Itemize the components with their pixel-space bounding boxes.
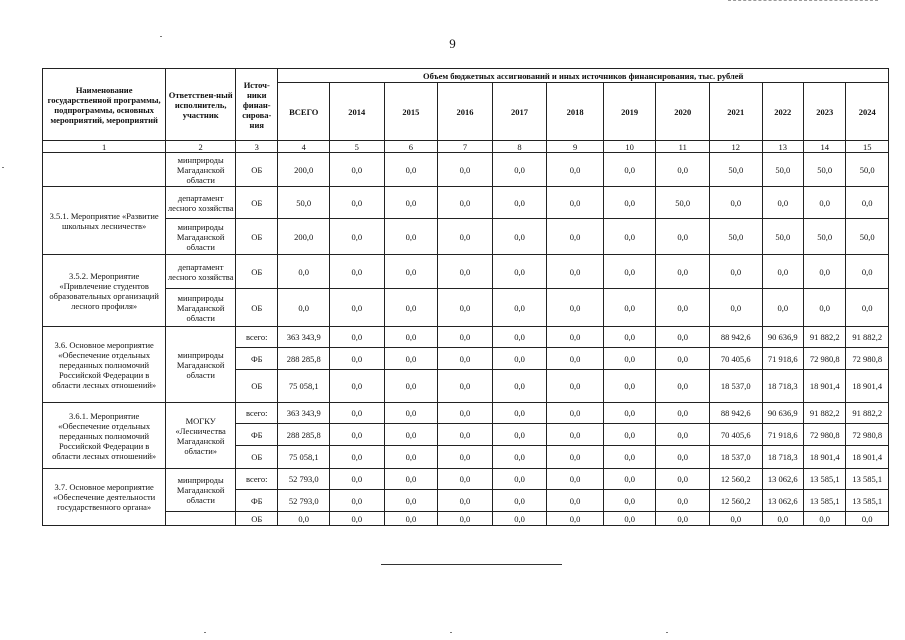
- amount-cell: 0,0: [804, 255, 846, 289]
- amount-cell: 0,0: [762, 289, 803, 327]
- scan-speck: [450, 632, 452, 633]
- table-row: [43, 289, 889, 327]
- header-year: 2016: [438, 83, 493, 141]
- amount-cell: 0,0: [278, 255, 330, 289]
- amount-cell: 0,0: [846, 255, 889, 289]
- responsible-executor: минприроды Магаданской области: [166, 289, 236, 327]
- amount-cell: 0,0: [547, 348, 604, 370]
- amount-cell: 12 560,2: [710, 490, 763, 512]
- amount-cell: 50,0: [762, 219, 803, 255]
- amount-cell: 18 718,3: [762, 370, 803, 403]
- column-number: 5: [330, 141, 385, 153]
- amount-cell: 0,0: [603, 153, 656, 187]
- amount-cell: 72 980,8: [804, 348, 846, 370]
- amount-cell: 0,0: [438, 255, 493, 289]
- amount-cell: 0,0: [656, 327, 710, 348]
- column-number: 1: [43, 141, 166, 153]
- amount-cell: 0,0: [710, 289, 763, 327]
- amount-cell: 0,0: [846, 289, 889, 327]
- amount-cell: 18 537,0: [710, 446, 763, 469]
- header-year: 2019: [603, 83, 656, 141]
- amount-cell: 70 405,6: [710, 348, 763, 370]
- amount-cell: 0,0: [603, 327, 656, 348]
- amount-cell: 0,0: [438, 403, 493, 424]
- amount-cell: 0,0: [330, 490, 385, 512]
- amount-cell: 18 901,4: [846, 446, 889, 469]
- activity-name: 3.6. Основное мероприятие «Обеспечение отдельных переданных полномочий Российской Федерации в области лесных отношений»: [43, 327, 166, 403]
- funding-source: ФБ: [236, 348, 278, 370]
- amount-cell: 0,0: [603, 424, 656, 446]
- amount-cell: 0,0: [330, 289, 385, 327]
- funding-source: всего:: [236, 327, 278, 348]
- amount-cell: 0,0: [656, 424, 710, 446]
- amount-cell: 0,0: [384, 327, 438, 348]
- amount-cell: 13 585,1: [846, 469, 889, 490]
- amount-cell: 71 918,6: [762, 348, 803, 370]
- amount-cell: 91 882,2: [804, 403, 846, 424]
- responsible-executor: минприроды Магаданской области: [166, 153, 236, 187]
- funding-source: ОБ: [236, 446, 278, 469]
- activity-name: 3.5.1. Мероприятие «Развитие школьных лесничеств»: [43, 187, 166, 255]
- activity-name: [43, 153, 166, 187]
- amount-cell: 0,0: [603, 255, 656, 289]
- amount-cell: 50,0: [762, 153, 803, 187]
- amount-cell: 0,0: [438, 289, 493, 327]
- amount-cell: 72 980,8: [846, 348, 889, 370]
- amount-cell: 0,0: [492, 424, 547, 446]
- column-number: 12: [710, 141, 763, 153]
- amount-cell: 0,0: [603, 348, 656, 370]
- amount-cell: 50,0: [846, 153, 889, 187]
- header-year: 2015: [384, 83, 438, 141]
- amount-cell: 0,0: [603, 469, 656, 490]
- amount-cell: 0,0: [547, 446, 604, 469]
- amount-cell: 0,0: [384, 153, 438, 187]
- funding-source: ОБ: [236, 289, 278, 327]
- amount-cell: 363 343,9: [278, 327, 330, 348]
- amount-cell: 0,0: [492, 446, 547, 469]
- amount-cell: 50,0: [710, 153, 763, 187]
- amount-cell: 0,0: [384, 490, 438, 512]
- amount-cell: 0,0: [384, 424, 438, 446]
- amount-cell: 18 901,4: [846, 370, 889, 403]
- activity-name: 3.5.2. Мероприятие «Привлечение студентов образовательных организаций лесного профиля»: [43, 255, 166, 327]
- amount-cell: 50,0: [804, 153, 846, 187]
- header-year: 2014: [330, 83, 385, 141]
- amount-cell: 0,0: [278, 512, 330, 526]
- amount-cell: 0,0: [804, 187, 846, 219]
- activity-name: 3.7. Основное мероприятие «Обеспечение деятельности государственного органа»: [43, 469, 166, 526]
- amount-cell: 0,0: [438, 153, 493, 187]
- responsible-executor: минприроды Магаданской области: [166, 469, 236, 512]
- funding-source: всего:: [236, 403, 278, 424]
- amount-cell: 0,0: [547, 187, 604, 219]
- table-row: [43, 255, 889, 289]
- amount-cell: 13 585,1: [804, 469, 846, 490]
- amount-cell: 13 062,6: [762, 469, 803, 490]
- amount-cell: 0,0: [492, 370, 547, 403]
- amount-cell: 0,0: [438, 490, 493, 512]
- amount-cell: 91 882,2: [846, 327, 889, 348]
- amount-cell: 0,0: [656, 370, 710, 403]
- column-number: 4: [278, 141, 330, 153]
- amount-cell: 0,0: [278, 289, 330, 327]
- column-number: 3: [236, 141, 278, 153]
- amount-cell: 0,0: [330, 255, 385, 289]
- funding-source: всего:: [236, 469, 278, 490]
- amount-cell: 13 585,1: [804, 490, 846, 512]
- amount-cell: 0,0: [492, 348, 547, 370]
- amount-cell: 0,0: [330, 403, 385, 424]
- amount-cell: 0,0: [762, 512, 803, 526]
- amount-cell: 0,0: [656, 403, 710, 424]
- header-year: 2023: [804, 83, 846, 141]
- amount-cell: 0,0: [330, 187, 385, 219]
- amount-cell: 0,0: [384, 289, 438, 327]
- amount-cell: 0,0: [547, 469, 604, 490]
- amount-cell: 0,0: [603, 490, 656, 512]
- amount-cell: 0,0: [547, 153, 604, 187]
- column-number: 11: [656, 141, 710, 153]
- amount-cell: 50,0: [710, 219, 763, 255]
- table-row: [43, 187, 889, 219]
- amount-cell: 0,0: [656, 469, 710, 490]
- header-year: ВСЕГО: [278, 83, 330, 141]
- amount-cell: 18 537,0: [710, 370, 763, 403]
- amount-cell: 0,0: [804, 289, 846, 327]
- amount-cell: 0,0: [547, 512, 604, 526]
- scan-speck: [666, 632, 668, 633]
- amount-cell: 0,0: [492, 469, 547, 490]
- header-year: 2020: [656, 83, 710, 141]
- amount-cell: 0,0: [804, 512, 846, 526]
- page-number: 9: [449, 36, 456, 51]
- amount-cell: 200,0: [278, 153, 330, 187]
- amount-cell: 0,0: [492, 403, 547, 424]
- amount-cell: 75 058,1: [278, 370, 330, 403]
- amount-cell: 18 901,4: [804, 370, 846, 403]
- amount-cell: 0,0: [384, 370, 438, 403]
- amount-cell: 0,0: [656, 219, 710, 255]
- activity-name: 3.6.1. Мероприятие «Обеспечение отдельных переданных полномочий Российской Федерации в области лесных отношений»: [43, 403, 166, 469]
- amount-cell: 13 585,1: [846, 490, 889, 512]
- amount-cell: 70 405,6: [710, 424, 763, 446]
- header-year: 2017: [492, 83, 547, 141]
- amount-cell: 0,0: [492, 255, 547, 289]
- amount-cell: 0,0: [492, 187, 547, 219]
- funding-source: ФБ: [236, 490, 278, 512]
- amount-cell: 0,0: [492, 289, 547, 327]
- amount-cell: 18 901,4: [804, 446, 846, 469]
- amount-cell: 0,0: [438, 327, 493, 348]
- funding-source: ОБ: [236, 187, 278, 219]
- column-number: 15: [846, 141, 889, 153]
- amount-cell: 0,0: [330, 424, 385, 446]
- amount-cell: 0,0: [846, 512, 889, 526]
- amount-cell: 0,0: [603, 370, 656, 403]
- amount-cell: 0,0: [438, 348, 493, 370]
- amount-cell: 0,0: [330, 348, 385, 370]
- amount-cell: 0,0: [384, 512, 438, 526]
- amount-cell: 0,0: [384, 348, 438, 370]
- amount-cell: 0,0: [547, 403, 604, 424]
- amount-cell: 0,0: [438, 446, 493, 469]
- amount-cell: 91 882,2: [846, 403, 889, 424]
- amount-cell: 75 058,1: [278, 446, 330, 469]
- responsible-executor: департамент лесного хозяйства: [166, 187, 236, 219]
- header-year: 2021: [710, 83, 763, 141]
- amount-cell: 0,0: [710, 187, 763, 219]
- responsible-executor: МОГКУ «Лесничества Магаданской области»: [166, 403, 236, 469]
- amount-cell: 0,0: [438, 512, 493, 526]
- amount-cell: 0,0: [547, 490, 604, 512]
- scan-speck: [2, 167, 4, 168]
- amount-cell: 0,0: [603, 512, 656, 526]
- amount-cell: 0,0: [547, 370, 604, 403]
- amount-cell: 0,0: [438, 370, 493, 403]
- header-responsible: Ответствен-ный исполнитель, участник: [166, 69, 236, 141]
- amount-cell: 0,0: [492, 219, 547, 255]
- funding-source: ОБ: [236, 219, 278, 255]
- amount-cell: 0,0: [656, 446, 710, 469]
- amount-cell: 0,0: [438, 469, 493, 490]
- amount-cell: 0,0: [330, 370, 385, 403]
- responsible-executor: департамент лесного хозяйства: [166, 255, 236, 289]
- table-row: [43, 403, 889, 424]
- funding-source: ОБ: [236, 153, 278, 187]
- table-row: [43, 153, 889, 187]
- amount-cell: 0,0: [710, 255, 763, 289]
- amount-cell: 52 793,0: [278, 469, 330, 490]
- funding-source: ОБ: [236, 512, 278, 526]
- amount-cell: 0,0: [603, 187, 656, 219]
- amount-cell: 50,0: [278, 187, 330, 219]
- column-number: 6: [384, 141, 438, 153]
- amount-cell: 0,0: [384, 446, 438, 469]
- header-year: 2018: [547, 83, 604, 141]
- amount-cell: 0,0: [603, 446, 656, 469]
- scan-speck: [204, 632, 206, 633]
- amount-cell: 50,0: [804, 219, 846, 255]
- amount-cell: 0,0: [330, 153, 385, 187]
- amount-cell: 0,0: [547, 327, 604, 348]
- amount-cell: 13 062,6: [762, 490, 803, 512]
- amount-cell: 91 882,2: [804, 327, 846, 348]
- amount-cell: 0,0: [762, 255, 803, 289]
- amount-cell: 0,0: [656, 490, 710, 512]
- budget-table: [42, 68, 889, 526]
- amount-cell: 90 636,9: [762, 403, 803, 424]
- amount-cell: 0,0: [547, 424, 604, 446]
- amount-cell: 0,0: [384, 469, 438, 490]
- amount-cell: 0,0: [438, 424, 493, 446]
- amount-cell: 0,0: [547, 219, 604, 255]
- amount-cell: 0,0: [603, 289, 656, 327]
- amount-cell: 52 793,0: [278, 490, 330, 512]
- amount-cell: 0,0: [438, 187, 493, 219]
- bottom-rule: [381, 564, 562, 565]
- funding-source: ОБ: [236, 370, 278, 403]
- amount-cell: 0,0: [547, 255, 604, 289]
- table-row: [43, 219, 889, 255]
- amount-cell: 0,0: [492, 153, 547, 187]
- amount-cell: 288 285,8: [278, 424, 330, 446]
- amount-cell: 0,0: [656, 512, 710, 526]
- amount-cell: 0,0: [656, 153, 710, 187]
- top-edge-line: [728, 0, 878, 3]
- amount-cell: 0,0: [492, 490, 547, 512]
- amount-cell: 0,0: [384, 255, 438, 289]
- amount-cell: 0,0: [492, 327, 547, 348]
- amount-cell: 0,0: [330, 446, 385, 469]
- header-name: Наименование государственной программы, подпрограммы, основных мероприятий, мероприятий: [43, 69, 166, 141]
- amount-cell: 90 636,9: [762, 327, 803, 348]
- header-volume: Объем бюджетных ассигнований и иных источников финансирования, тыс. рублей: [278, 69, 889, 83]
- amount-cell: 363 343,9: [278, 403, 330, 424]
- amount-cell: 18 718,3: [762, 446, 803, 469]
- amount-cell: 0,0: [710, 512, 763, 526]
- header-source: Источ-ники финан-сирова-ния: [236, 69, 278, 141]
- amount-cell: 0,0: [330, 219, 385, 255]
- header-year: 2022: [762, 83, 803, 141]
- amount-cell: 88 942,6: [710, 403, 763, 424]
- amount-cell: 72 980,8: [804, 424, 846, 446]
- amount-cell: 0,0: [846, 187, 889, 219]
- amount-cell: 0,0: [330, 327, 385, 348]
- amount-cell: 0,0: [492, 512, 547, 526]
- amount-cell: 88 942,6: [710, 327, 763, 348]
- amount-cell: 50,0: [846, 219, 889, 255]
- amount-cell: 0,0: [384, 187, 438, 219]
- amount-cell: 0,0: [656, 255, 710, 289]
- amount-cell: 0,0: [330, 512, 385, 526]
- amount-cell: 12 560,2: [710, 469, 763, 490]
- table-row: [43, 327, 889, 348]
- responsible-executor: минприроды Магаданской области: [166, 327, 236, 403]
- amount-cell: 0,0: [330, 469, 385, 490]
- column-number: 7: [438, 141, 493, 153]
- amount-cell: 0,0: [547, 289, 604, 327]
- amount-cell: 72 980,8: [846, 424, 889, 446]
- table-row: [43, 512, 889, 526]
- scan-speck: [160, 36, 162, 37]
- responsible-executor: [166, 512, 236, 526]
- amount-cell: 71 918,6: [762, 424, 803, 446]
- amount-cell: 0,0: [438, 219, 493, 255]
- amount-cell: 200,0: [278, 219, 330, 255]
- column-number: 10: [603, 141, 656, 153]
- header-year: 2024: [846, 83, 889, 141]
- column-number: 8: [492, 141, 547, 153]
- column-number: 9: [547, 141, 604, 153]
- amount-cell: 0,0: [656, 289, 710, 327]
- table-row: [43, 469, 889, 490]
- funding-source: ОБ: [236, 255, 278, 289]
- amount-cell: 0,0: [603, 219, 656, 255]
- amount-cell: 288 285,8: [278, 348, 330, 370]
- amount-cell: 0,0: [384, 219, 438, 255]
- amount-cell: 0,0: [656, 348, 710, 370]
- amount-cell: 0,0: [384, 403, 438, 424]
- column-number: 14: [804, 141, 846, 153]
- responsible-executor: минприроды Магаданской области: [166, 219, 236, 255]
- amount-cell: 50,0: [656, 187, 710, 219]
- amount-cell: 0,0: [762, 187, 803, 219]
- column-number: 13: [762, 141, 803, 153]
- column-number: 2: [166, 141, 236, 153]
- amount-cell: 0,0: [603, 403, 656, 424]
- funding-source: ФБ: [236, 424, 278, 446]
